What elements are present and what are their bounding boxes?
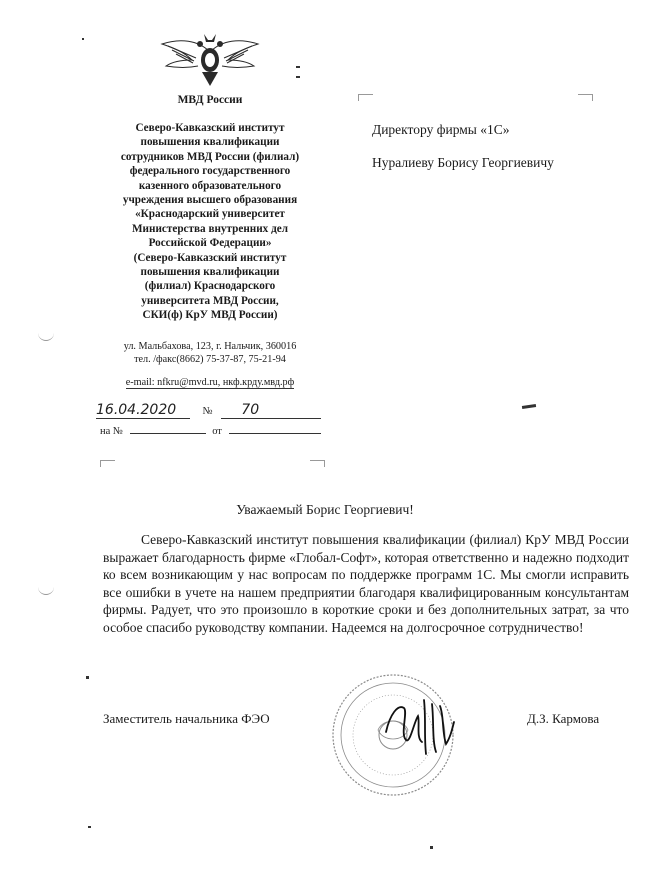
- scan-speck: [522, 404, 536, 409]
- scan-speck: [430, 846, 433, 849]
- handwritten-signature-icon: [380, 692, 460, 762]
- address-line: ул. Мальбахова, 123, г. Нальчик, 360016: [123, 341, 297, 352]
- signer-name: Д.З. Кармова: [527, 711, 600, 726]
- institute-line: федерального государственного: [129, 165, 291, 178]
- institute-line: учреждения высшего образования: [122, 194, 298, 207]
- institute-line: (филиал) Краснодарского: [144, 280, 276, 293]
- registration-number: 70: [221, 402, 321, 419]
- institute-line: Министерства внутренних дел: [132, 222, 288, 235]
- institute-line: Российской Федерации»: [148, 237, 272, 250]
- scan-speck: [82, 38, 84, 40]
- email-text: e-mail: nfkru@mvd.ru, нкф.крду.мвд.рф: [125, 377, 295, 388]
- institute-line: повышения квалификации: [140, 136, 280, 149]
- addressee-position: Директору фирмы «1С»: [372, 122, 510, 137]
- institute-line: повышения квалификации: [140, 266, 280, 279]
- letter-body: [103, 531, 629, 637]
- mvd-emblem-icon: [158, 30, 262, 90]
- institute-line: Северо-Кавказский институт: [135, 122, 285, 134]
- scan-speck: [296, 76, 300, 78]
- institute-line: (Северо-Кавказский институт: [133, 251, 287, 264]
- letter-paragraph: Северо-Кавказский институт повышения квалификации (филиал) КрУ МВД России выражает благодарность фирме «Глобал-Софт», которая ответственно и надежно подходит ко всем возникающим у нас вопросам по поддержке программ 1С. Мы смогли исправить все ошибки в учете на нашем предприятии благодаря квалифицированным консультантам фирмы. Радует, что это произошло в короткие сроки и без дополнительных затрат, за что особое спасибо руководству компании. Надеемся на долгосрочное сотрудничество!: [103, 532, 629, 635]
- scan-speck: [88, 826, 91, 828]
- addressee-name: Нуралиеву Борису Георгиевичу: [372, 155, 554, 170]
- ref-date-blank: [229, 433, 321, 434]
- signer-position: Заместитель начальника ФЭО: [103, 711, 270, 726]
- corner-mark: [310, 460, 325, 467]
- institute-line: СКИ(ф) КрУ МВД России): [142, 309, 278, 322]
- institute-name: [95, 121, 325, 323]
- ministry-name: МВД России: [177, 94, 243, 106]
- registration-row: [96, 402, 326, 424]
- letter-greeting: Уважаемый Борис Георгиевич!: [236, 502, 414, 517]
- ref-prefix: на №: [100, 426, 123, 437]
- scan-speck: [296, 66, 300, 68]
- institute-address: [100, 340, 320, 366]
- phone-line: тел. /факс(8662) 75-37-87, 75-21-94: [134, 354, 286, 365]
- institute-line: «Краснодарский университет: [135, 208, 285, 221]
- reference-row: [100, 426, 328, 437]
- ref-number-blank: [130, 433, 206, 434]
- corner-mark: [100, 460, 115, 467]
- email-line: [100, 377, 320, 388]
- registration-date: 16.04.2020: [96, 402, 190, 419]
- institute-line: казенного образовательного: [138, 179, 282, 192]
- hole-punch-mark: [38, 330, 54, 341]
- hole-punch-mark: [38, 584, 54, 595]
- institute-line: сотрудников МВД России (филиал): [120, 150, 300, 163]
- corner-mark: [578, 94, 593, 101]
- scan-speck: [86, 676, 89, 679]
- number-sign: №: [202, 406, 213, 417]
- institute-line: университета МВД России,: [141, 294, 279, 307]
- corner-mark: [358, 94, 373, 101]
- ref-from: от: [212, 426, 222, 437]
